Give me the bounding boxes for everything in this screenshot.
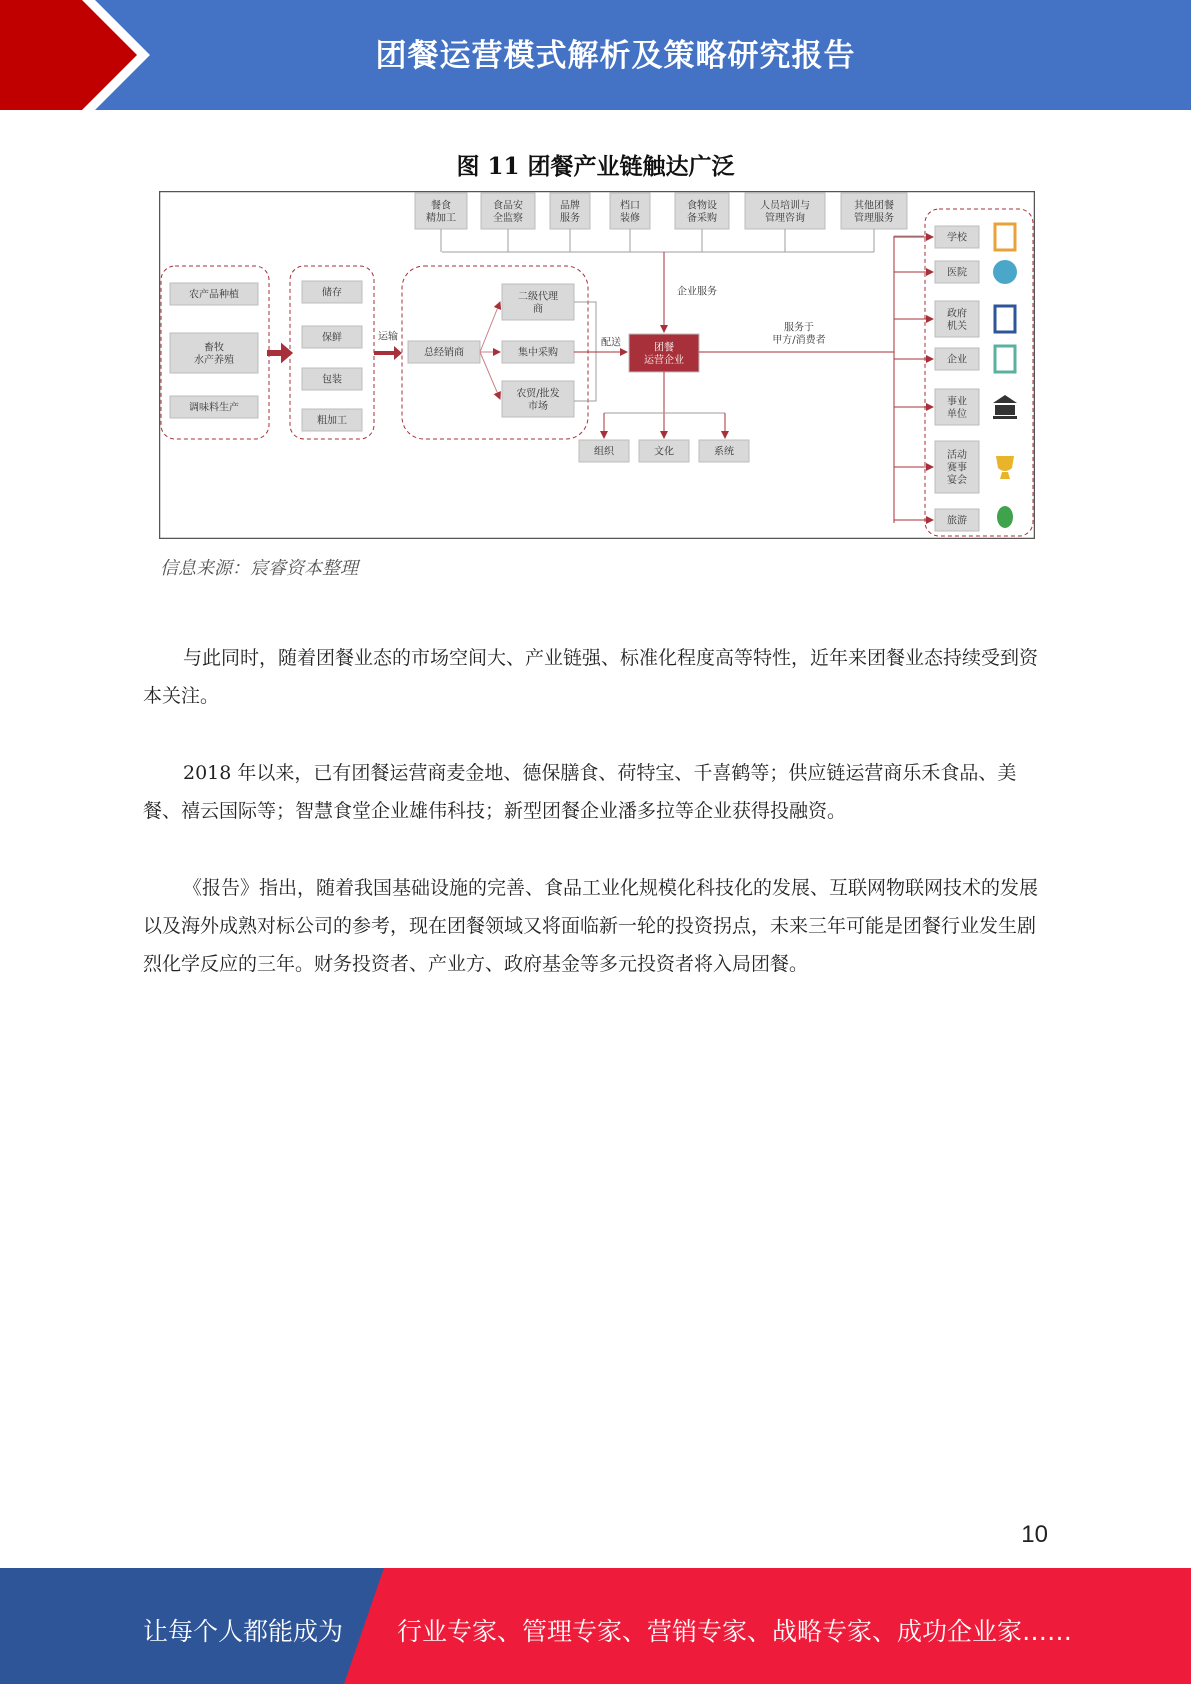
- top-service-4-label: 食物设备采购: [687, 200, 717, 224]
- storage-3-label: 粗加工: [317, 415, 347, 427]
- paragraph-1: 与此同时，随着团餐业态的市场空间大、产业链强、标准化程度高等特性，近年来团餐业态持续受到资本关注。: [143, 647, 1039, 707]
- customer-5-label: 活动赛事宴会: [947, 450, 967, 486]
- enterprise-service-label: 企业服务: [677, 286, 717, 298]
- top-service-6-label: 其他团餐管理服务: [854, 200, 894, 224]
- storage-0-label: 储存: [322, 287, 342, 299]
- distributor-label: 总经销商: [424, 347, 464, 359]
- page-number: 10: [1021, 1521, 1048, 1548]
- diagram-frame: [160, 192, 1035, 539]
- header-title: 团餐运营模式解析及策略研究报告: [375, 38, 856, 74]
- hospital-icon: [993, 260, 1017, 284]
- channel-2-label: 农贸/批发市场: [516, 388, 560, 412]
- transport-label: 运输: [378, 331, 398, 343]
- customer-0-label: 学校: [947, 232, 967, 244]
- top-service-5-label: 人员培训与管理咨询: [760, 200, 810, 224]
- production-2-label: 调味料生产: [189, 402, 239, 414]
- customer-3-label: 企业: [947, 354, 967, 366]
- top-service-1-label: 食品安全监察: [493, 200, 523, 224]
- serve-label: 服务于甲方/消费者: [772, 322, 826, 346]
- page-header: [0, 0, 1191, 110]
- channel-1-label: 集中采购: [518, 347, 558, 359]
- footer-slogan-right: 行业专家、管理专家、营销专家、战略专家、成功企业家……: [397, 1617, 1073, 1646]
- footer-slogan-left: 让每个人都能成为: [143, 1617, 344, 1646]
- top-service-2-label: 品牌服务: [560, 200, 580, 224]
- core-enterprise-label: 团餐运营企业: [644, 342, 684, 366]
- customer-4-label: 事业单位: [947, 396, 967, 420]
- industry-chain-diagram: [159, 191, 1035, 539]
- tree-icon: [997, 506, 1013, 528]
- customer-1-label: 医院: [947, 267, 967, 279]
- figure-title: 图 11 团餐产业链触达广泛: [456, 153, 735, 180]
- top-service-0-label: 餐食精加工: [426, 200, 456, 224]
- support-2-label: 系统: [714, 446, 734, 458]
- paragraph-3: 《报告》指出，随着我国基础设施的完善、食品工业化规模化科技化的发展、互联网物联网技术的发展以及海外成熟对标公司的参考，现在团餐领域又将面临新一轮的投资拐点，未来三年可能是团餐行业发生剧烈化学反应的三年。财务投资者、产业方、政府基金等多元投资者将入局团餐。: [143, 877, 1039, 975]
- figure-source: 信息来源：宸睿资本整理: [160, 558, 358, 579]
- storage-2-label: 包装: [322, 374, 342, 386]
- delivery-label: 配送: [601, 337, 621, 349]
- customer-6-label: 旅游: [947, 515, 967, 527]
- storage-1-label: 保鲜: [322, 332, 342, 344]
- production-0-label: 农产品种植: [189, 289, 239, 301]
- channel-0-label: 二级代理商: [518, 291, 558, 315]
- support-1-label: 文化: [654, 446, 674, 458]
- support-0-label: 组织: [594, 446, 614, 458]
- customer-2-label: 政府机关: [947, 308, 967, 332]
- paragraph-2: 2018 年以来，已有团餐运营商麦金地、德保膳食、荷特宝、千喜鹤等；供应链运营商乐禾食品、美餐、禧云国际等；智慧食堂企业雄伟科技；新型团餐企业潘多拉等企业获得投融资。: [143, 762, 1017, 822]
- top-service-3-label: 档口装修: [620, 200, 640, 224]
- production-1-label: 畜牧水产养殖: [194, 342, 234, 366]
